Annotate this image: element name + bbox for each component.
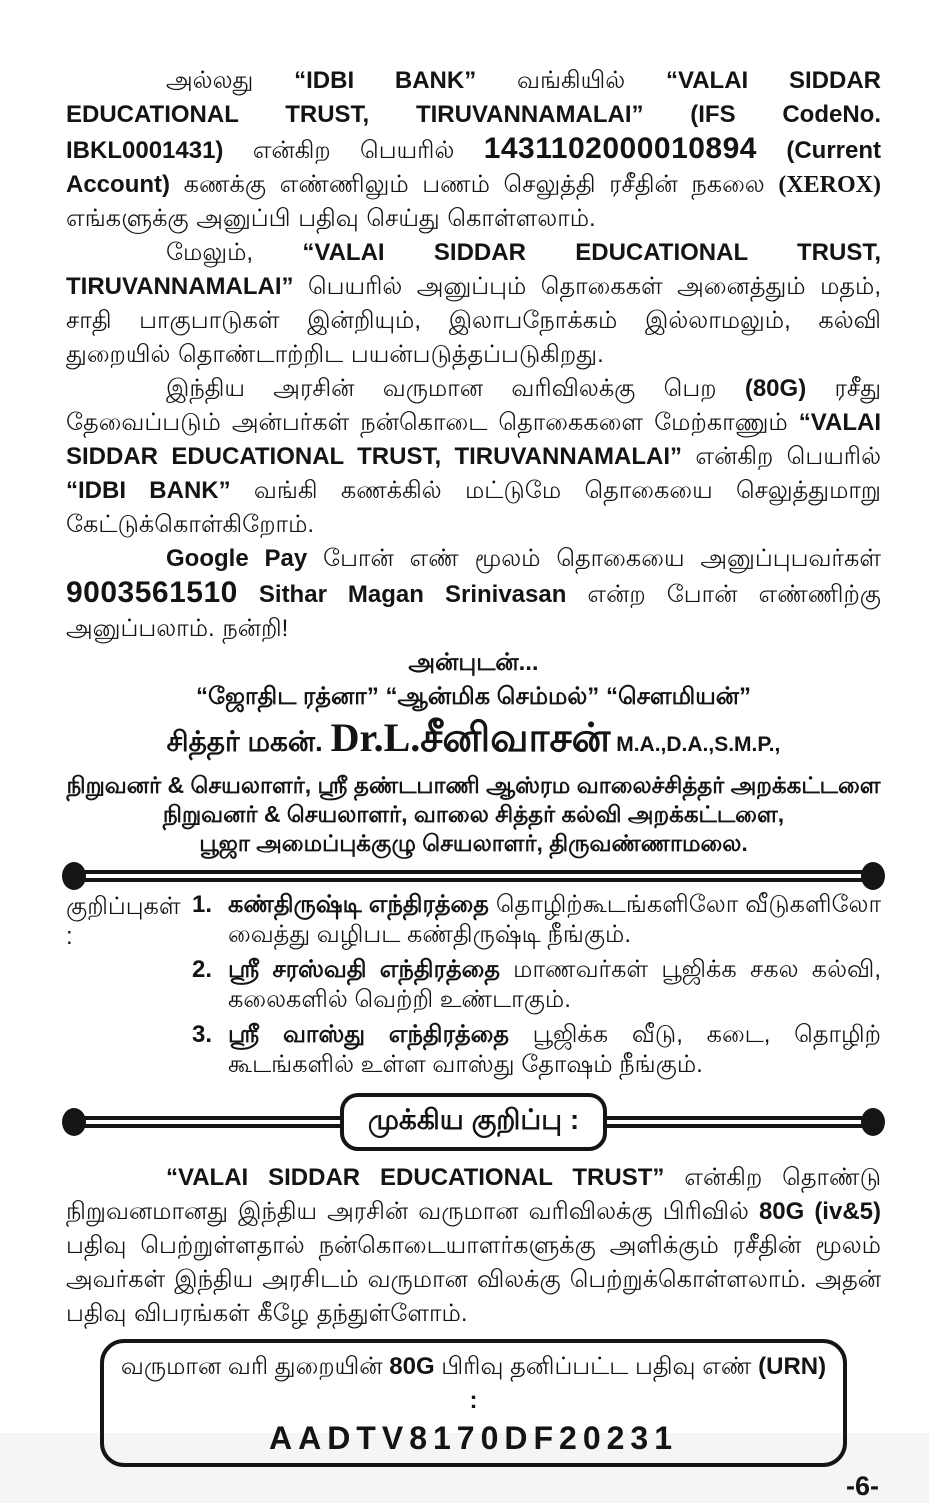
signature-role-2: நிறுவனர் & செயலாளர், வாலை சித்தர் கல்வி அறக்கட்டளை, <box>162 801 785 827</box>
signature-titles: “ஜோதிட ரத்னா” “ஆன்மிக செம்மல்” “சௌமியன்” <box>195 683 752 710</box>
page-number: -6- <box>846 1471 879 1501</box>
note-lead: ஸ்ரீ சரஸ்வதி எந்திரத்தை <box>228 956 500 983</box>
urn-label: வருமான வரி துறையின் 80G பிரிவு தனிப்பட்ட பதிவு எண் (URN) : <box>120 1353 827 1414</box>
note-text <box>228 890 881 950</box>
note-item-2 <box>192 955 881 1015</box>
urn-value: AADTV8170DF20231 <box>268 1420 679 1456</box>
notes-divider <box>66 870 881 882</box>
note-number: 3. <box>192 1021 213 1048</box>
paragraph-important-note: “VALAI SIDDAR EDUCATIONAL TRUST” என்கிற தொண்டு நிறுவனமானது இந்திய அரசின் வருமான வரிவிலக்கு பிரிவில் 80G (iv&5) பதிவு பெற்றுள்ளதால் நன்கொடையாளர்களுக்கு அளிக்கும் ரசீதின் மூலம் அவர்கள் இந்திய அரசிடம் வருமான விலக்கு பெற்றுக்கொள்ளலாம். அதன் பதிவு விபரங்கள் கீழே தந்துள்ளோம். <box>66 1164 881 1327</box>
notes-section <box>66 890 881 1085</box>
note-item-3 <box>192 1020 881 1080</box>
divider-right-dot <box>861 862 885 890</box>
signature-closing: அன்புடன்... <box>408 649 539 676</box>
paragraph-bank-transfer: அல்லது “IDBI BANK” வங்கியில் “VALAI SIDDAR EDUCATIONAL TRUST, TIRUVANNAMALAI” (IFS CodeNo. IBKL0001431) என்கிற பெயரில் 1431102000010894 (Current Account) கணக்கு எண்ணிலும் பணம் செலுத்தி ரசீதின் நகலை (XEROX) எங்களுக்கு அனுப்பி பதிவு செய்து கொள்ளலாம். <box>66 67 882 232</box>
note-text <box>228 955 881 1015</box>
note-text <box>228 1020 881 1080</box>
signature-role-3: பூஜா அமைப்புக்குழு செயலாளர், திருவண்ணாமலை. <box>199 830 748 856</box>
signature-name: சித்தர் மகன். Dr.L.சீனிவாசன் M.A.,D.A.,S.M.P., <box>166 715 781 760</box>
paragraph-80g-receipt: இந்திய அரசின் வருமான வரிவிலக்கு பெற (80G) ரசீது தேவைப்படும் அன்பர்கள் நன்கொடை தொகைகளை மேற்காணும் “VALAI SIDDAR EDUCATIONAL TRUST, TIRUVANNAMALAI” என்கிற பெயரில் “IDBI BANK” வங்கி கணக்கில் மட்டுமே தொகையை செலுத்துமாறு கேட்டுக்கொள்கிறோம். <box>66 375 882 538</box>
divider-right-dot <box>861 1108 885 1136</box>
important-note-divider <box>66 1089 881 1155</box>
signature-role-1: நிறுவனர் & செயலாளர், ஸ்ரீ தண்டபாணி ஆஸ்ரம வாலைச்சித்தர் அறக்கட்டளை <box>66 772 881 798</box>
divider-left-dot <box>62 862 86 890</box>
note-rest: மாணவர்கள் பூஜிக்க சகல கல்வி, கலைகளில் வெற்றி உண்டாகும். <box>228 956 881 1013</box>
note-rest: தொழிற்கூடங்களிலோ வீடுகளிலோ வைத்து வழிபட கண்திருஷ்டி நீங்கும். <box>228 891 882 948</box>
notes-list <box>192 890 881 1085</box>
note-lead: ஸ்ரீ வாஸ்து எந்திரத்தை <box>228 1021 509 1048</box>
note-number: 1. <box>192 891 213 918</box>
urn-box <box>100 1339 847 1467</box>
note-rest: பூஜிக்க வீடு, கடை, தொழிற் கூடங்களில் உள்ள வாஸ்து தோஷம் நீங்கும். <box>228 1021 881 1078</box>
note-item-1 <box>192 890 881 950</box>
notes-label: குறிப்புகள் : <box>66 893 181 950</box>
important-note-heading: முக்கிய குறிப்பு : <box>340 1093 607 1151</box>
note-lead: கண்திருஷ்டி எந்திரத்தை <box>228 891 489 918</box>
paragraph-google-pay: Google Pay போன் எண் மூலம் தொகையை அனுப்புபவர்கள் 9003561510 Sithar Magan Srinivasan என்ற போன் எண்ணிற்கு அனுப்பலாம். நன்றி! <box>66 545 881 642</box>
divider-left-dot <box>62 1108 86 1136</box>
note-number: 2. <box>192 956 213 983</box>
paragraph-trust-purpose: மேலும், “VALAI SIDDAR EDUCATIONAL TRUST, TIRUVANNAMALAI” பெயரில் அனுப்பும் தொகைகள் அனைத்தும் மதம், சாதி பாகுபாடுகள் இன்றியும், இலாபநோக்கம் இல்லாமலும், கல்வி துறையில் தொண்டாற்றிட பயன்படுத்தப்படுகிறது. <box>66 239 881 368</box>
